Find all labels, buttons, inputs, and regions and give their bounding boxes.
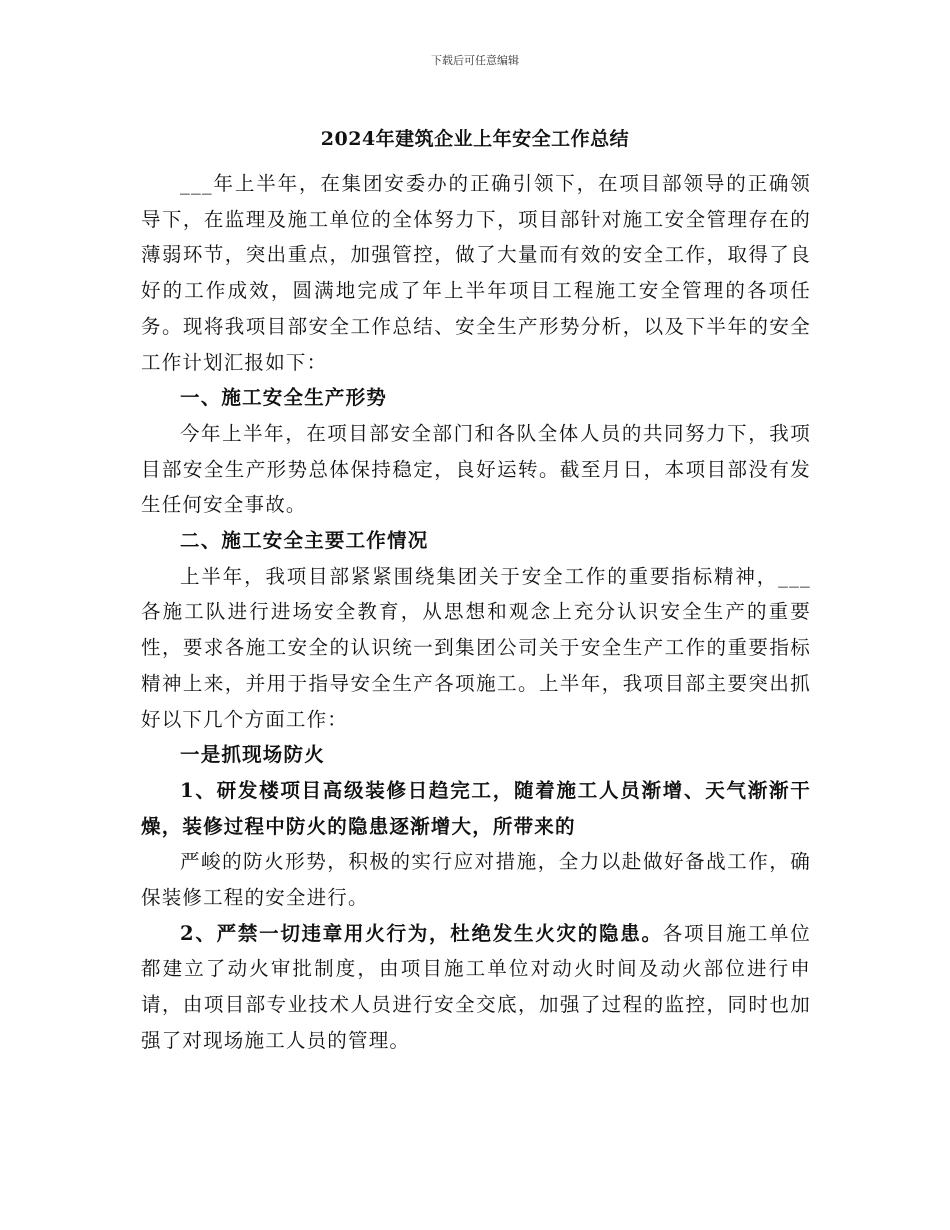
intro-paragraph: ___年上半年，在集团安委办的正确引领下，在项目部领导的正确领导下，在监理及施工单位的全体努力下，项目部针对施工安全管理存在的薄弱环节，突出重点，加强管控，做了大量而有效的安全工作，取得了良好的工作成效，圆满地完成了年上半年项目工程施工安全管理的各项任务。现将我项目部安全工作总结、安全生产形势分析，以及下半年的安全工作计划汇报如下：	[141, 172, 811, 374]
item-1-continuation: 严峻的防火形势，积极的实行应对措施，全力以赴做好备战工作，确保装修工程的安全进行。	[141, 850, 811, 910]
item-2-text: 各项目施工单位都建立了动火审批制度，由项目施工单位对动火时间及动火部位进行申请，由项目部专业技术人员进行安全交底，加强了过程的监控，同时也加强了对现场施工人员的管理。	[141, 921, 811, 1052]
section-heading-1: 一、施工安全生产形势	[180, 386, 388, 410]
section-heading-2: 二、施工安全主要工作情况	[180, 529, 429, 553]
item-2-paragraph	[141, 916, 811, 1059]
document-title: 2024年建筑企业上年安全工作总结	[320, 128, 630, 150]
subsection-heading-fire: 一是抓现场防火	[180, 743, 325, 767]
document-body	[141, 166, 811, 1059]
item-1-heading: 1、研发楼项目高级装修日趋完工，随着施工人员渐增、天气渐渐干燥，装修过程中防火的隐患逐渐增大，所带来的	[141, 778, 811, 838]
situation-paragraph: 今年上半年，在项目部安全部门和各队全体人员的共同努力下，我项目部安全生产形势总体保持稳定，良好运转。截至月日，本项目部没有发生任何安全事故。	[141, 421, 811, 517]
work-paragraph: 上半年，我项目部紧紧围绕集团关于安全工作的重要指标精神，___各施工队进行进场安全教育，从思想和观念上充分认识安全生产的重要性，要求各施工安全的认识统一到集团公司关于安全生产工作的重要指标精神上来，并用于指导安全生产各项施工。上半年，我项目部主要突出抓好以下几个方面工作：	[141, 564, 811, 731]
item-2-bold-lead: 2、严禁一切违章用火行为，杜绝发生火灾的隐患。	[180, 921, 663, 945]
header-note: 下载后可任意编辑	[431, 54, 519, 67]
